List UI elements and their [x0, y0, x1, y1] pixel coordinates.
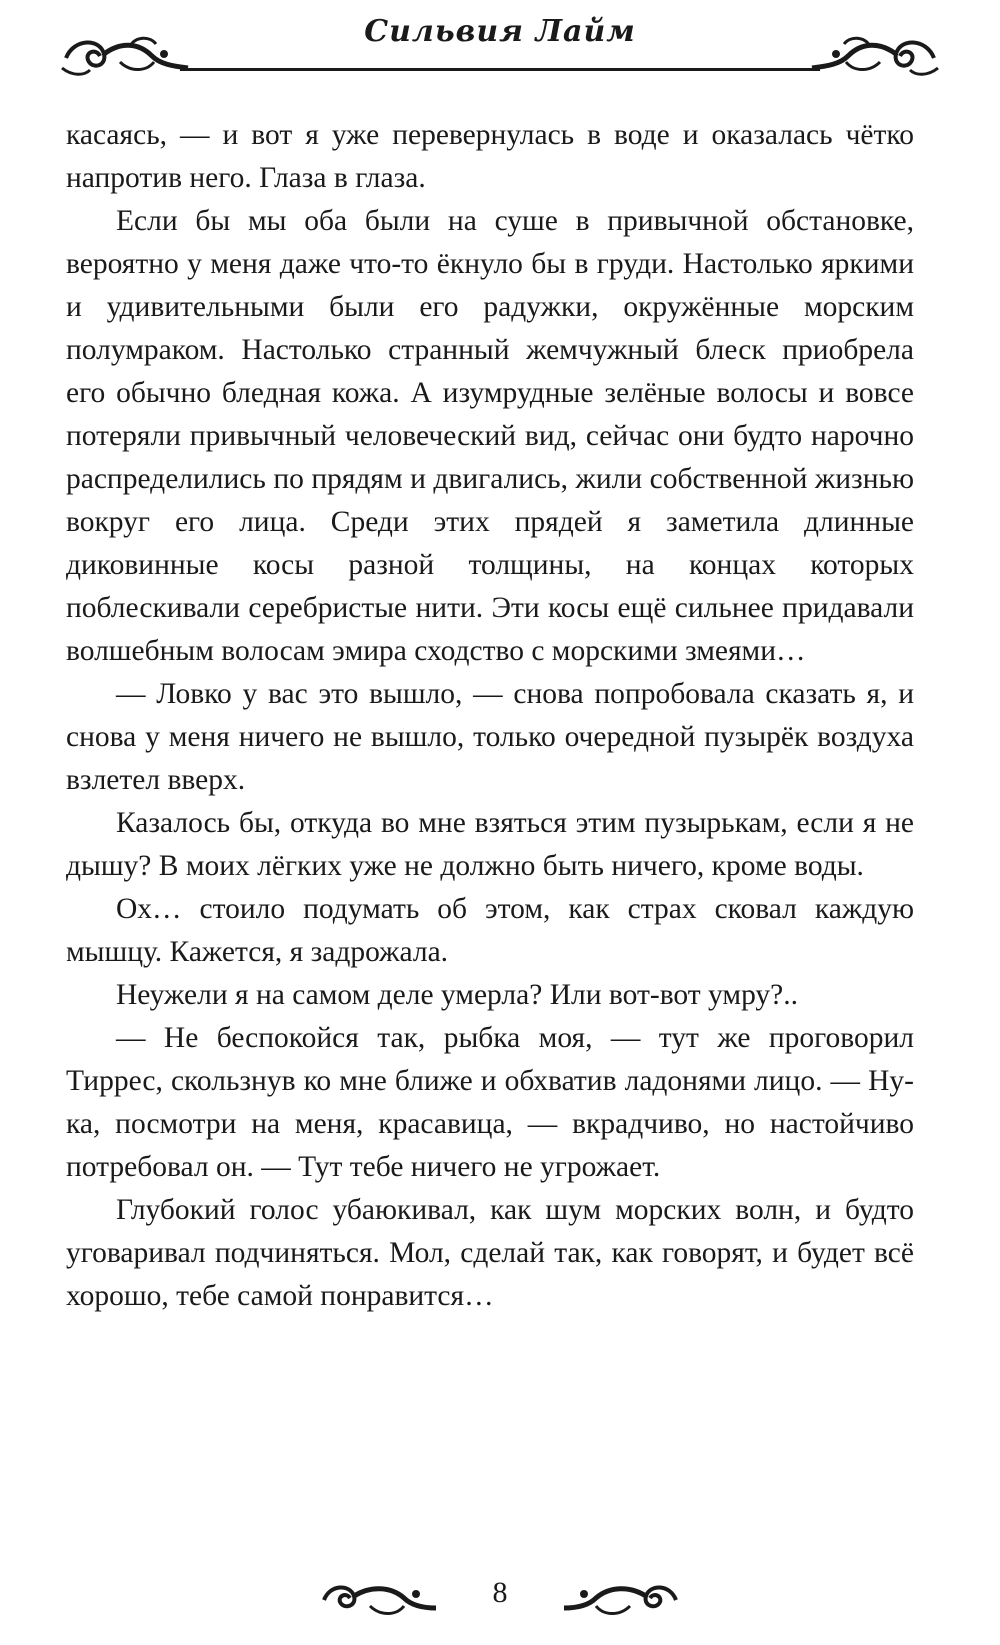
header-title: Сильвия Лайм — [364, 14, 636, 49]
header-rule — [180, 68, 820, 71]
paragraph: касаясь, — и вот я уже перевернулась в воде и оказалась чётко напротив него. Глаза в глаза. — [66, 119, 914, 194]
body-text — [66, 114, 914, 1318]
paragraph: Неужели я на самом деле умерла? Или вот-вот умру?.. — [116, 979, 799, 1011]
paragraph: — Не беспокойся так, рыбка моя, — тут же проговорил Тиррес, скользнув ко мне ближе и обхватив ладонями лицо. — Ну-ка, посмотри на меня, красавица, — вкрадчиво, но настойчиво потребовал он. — Тут тебе ничего не угрожает. — [66, 1022, 914, 1183]
running-header — [60, 10, 940, 80]
paragraph: Ох… стоило подумать об этом, как страх сковал каждую мышцу. Кажется, я задрожала. — [66, 893, 914, 968]
page-footer — [320, 1574, 680, 1630]
paragraph: Глубокий голос убаюкивал, как шум морских волн, и будто уговаривал подчиняться. Мол, сделай так, как говорят, и будет всё хорошо, тебе самой понравится… — [66, 1194, 914, 1312]
paragraph: — Ловко у вас это вышло, — снова попробовала сказать я, и снова у меня ничего не вышло, только очередной пузырёк воздуха взлетел вверх. — [66, 678, 914, 796]
paragraph: Если бы мы оба были на суше в привычной обстановке, вероятно у меня даже что-то ёкнуло бы в груди. Настолько яркими и удивительными были его радужки, окружённые морским полумраком. Настолько странный жемчужный блеск приобрела его обычно бледная кожа. А изумрудные зелёные волосы и вовсе потеряли привычный человеческий вид, сейчас они будто нарочно распределились по прядям и двигались, жили собственной жизнью вокруг его лица. Среди этих прядей я заметила длинные диковинные косы разной толщины, на концах которых поблескивали серебристые нити. Эти косы ещё сильнее придавали волшебным волосам эмира сходство с морскими змеями… — [66, 205, 914, 667]
paragraph: Казалось бы, откуда во мне взяться этим пузырькам, если я не дышу? В моих лёгких уже не должно быть ничего, кроме воды. — [66, 807, 914, 882]
footer-right-ornament-icon — [560, 1578, 680, 1627]
header-right-ornament-icon — [810, 32, 940, 83]
page-number: 8 — [492, 1576, 508, 1609]
